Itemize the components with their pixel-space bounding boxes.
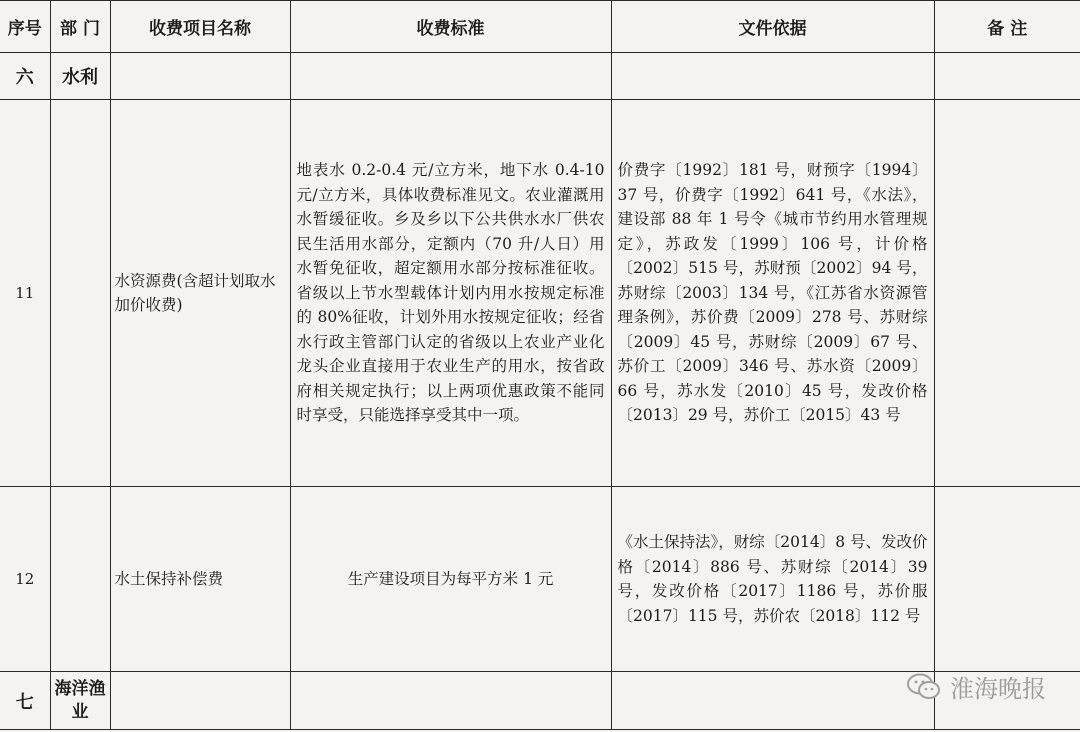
header-row: [0, 1, 1080, 53]
fee-standard: 地表水 0.2-0.4 元/立方米，地下水 0.4-10 元/立方米，具体收费标准见文。农业灌溉用水暂缓征收。乡及乡以下公共供水水厂供农民生活用水部分，定额内（70 升/人日）用水暂免征收，超定额用水部分按标准征收。省级以上节水型载体计划内用水按规定标准的 80%征收，计划外用水按规定征收；经省水行政主管部门认定的省级以上农业产业化龙头企业直接用于农业生产的用水，按省政府相关规定执行；以上两项优惠政策不能同时享受，只能选择享受其中一项。: [290, 100, 611, 487]
watermark: [906, 669, 1046, 704]
empty-cell: [110, 672, 290, 730]
fee-name: 水资源费(含超计划取水加价收费): [110, 100, 290, 487]
remark-cell: [934, 100, 1080, 487]
header-remark: 备 注: [934, 1, 1080, 53]
row-number: 12: [0, 487, 50, 672]
empty-cell: [290, 53, 611, 100]
empty-cell: [290, 672, 611, 730]
table-row: [0, 487, 1080, 672]
empty-cell: [934, 53, 1080, 100]
remark-cell: [934, 487, 1080, 672]
section-dept: 海洋渔业: [50, 672, 110, 730]
section-row-water: [0, 53, 1080, 100]
dept-cell: [50, 100, 110, 487]
section-dept: 水利: [50, 53, 110, 100]
section-number: 七: [0, 672, 50, 730]
row-number: 11: [0, 100, 50, 487]
header-name: 收费项目名称: [110, 1, 290, 53]
empty-cell: [611, 672, 934, 730]
table-row: [0, 100, 1080, 487]
header-dept: 部 门: [50, 1, 110, 53]
header-num: 序号: [0, 1, 50, 53]
wechat-icon: [906, 672, 942, 702]
empty-cell: [110, 53, 290, 100]
dept-cell: [50, 487, 110, 672]
fee-standard: 生产建设项目为每平方米 1 元: [290, 487, 611, 672]
header-standard: 收费标准: [290, 1, 611, 53]
header-basis: 文件依据: [611, 1, 934, 53]
fee-basis: 价费字〔1992〕181 号，财预字〔1994〕37 号，价费字〔1992〕641 号，《水法》，建设部 88 年 1 号令《城市节约用水管理规定》，苏政发〔1999〕106 号，计价格〔2002〕515 号，苏财预〔2002〕94 号，苏财综〔2003〕134 号，《江苏省水资源管理条例》，苏价费〔2009〕278 号、苏财综〔2009〕45 号，苏财综〔2009〕67 号、苏价工〔2009〕346 号、苏水资〔2009〕66 号，苏水发〔2010〕45 号，发改价格〔2013〕29 号，苏价工〔2015〕43 号: [611, 100, 934, 487]
section-number: 六: [0, 53, 50, 100]
fee-name: 水土保持补偿费: [110, 487, 290, 672]
empty-cell: [611, 53, 934, 100]
watermark-text: 淮海晚报: [950, 675, 1046, 703]
fee-basis: 《水土保持法》，财综〔2014〕8 号、发改价格〔2014〕886 号、苏财综〔2014〕39 号，发改价格〔2017〕1186 号，苏价服〔2017〕115 号，苏价农〔2018〕112 号: [611, 487, 934, 672]
